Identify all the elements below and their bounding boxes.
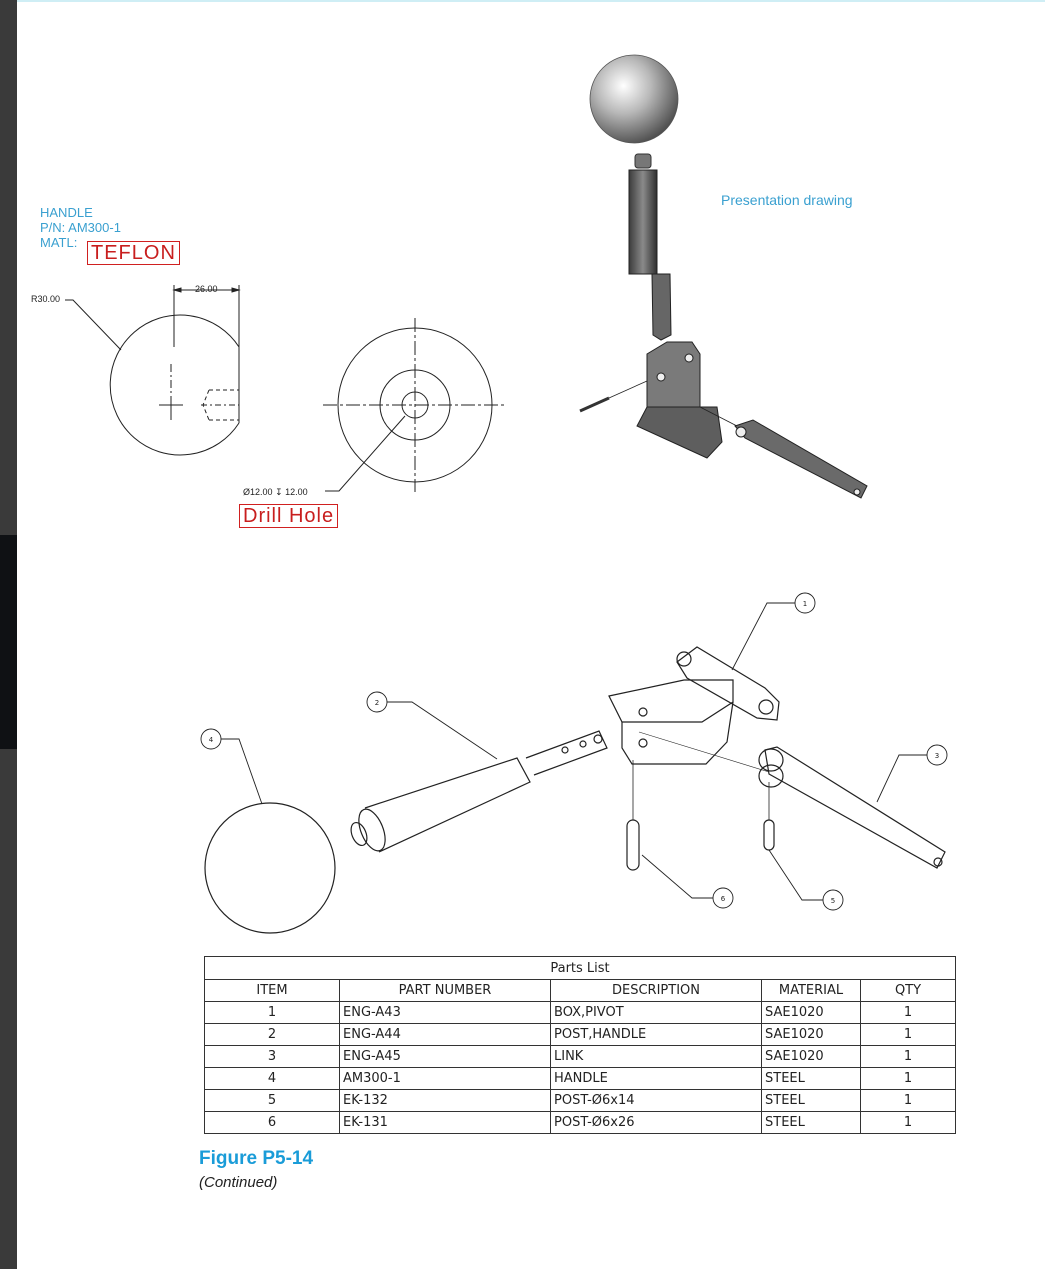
presentation-label: Presentation drawing bbox=[721, 192, 853, 208]
parts-list-title: Parts List bbox=[205, 957, 956, 980]
table-row bbox=[205, 1068, 956, 1090]
cell-description: HANDLE bbox=[551, 1068, 762, 1090]
header-item: ITEM bbox=[205, 980, 340, 1002]
cell-material: STEEL bbox=[762, 1112, 861, 1134]
parts-list-header-row bbox=[205, 980, 956, 1002]
cell-item: 1 bbox=[205, 1002, 340, 1024]
header-material: MATERIAL bbox=[762, 980, 861, 1002]
cell-qty: 1 bbox=[861, 1046, 956, 1068]
parts-list-table bbox=[204, 956, 956, 1134]
figure-subtitle: (Continued) bbox=[199, 1174, 278, 1191]
cell-description: BOX,PIVOT bbox=[551, 1002, 762, 1024]
material-prefix: MATL: bbox=[40, 235, 78, 250]
cell-description: POST-Ø6x14 bbox=[551, 1090, 762, 1112]
balloon-6: 6 bbox=[720, 895, 726, 903]
cell-material: SAE1020 bbox=[762, 1024, 861, 1046]
table-row bbox=[205, 1112, 956, 1134]
cell-qty: 1 bbox=[861, 1112, 956, 1134]
balloon-3: 3 bbox=[934, 752, 940, 760]
part-number: P/N: AM300-1 bbox=[40, 220, 121, 235]
cell-part-number: ENG-A45 bbox=[340, 1046, 551, 1068]
header-qty: QTY bbox=[861, 980, 956, 1002]
cell-description: LINK bbox=[551, 1046, 762, 1068]
cell-material: SAE1020 bbox=[762, 1046, 861, 1068]
item-balloons bbox=[201, 593, 947, 910]
table-row bbox=[205, 1090, 956, 1112]
cell-material: STEEL bbox=[762, 1068, 861, 1090]
cell-qty: 1 bbox=[861, 1068, 956, 1090]
figure-title: Figure P5-14 bbox=[199, 1148, 314, 1169]
cell-qty: 1 bbox=[861, 1090, 956, 1112]
balloon-1: 1 bbox=[802, 600, 808, 608]
cell-item: 2 bbox=[205, 1024, 340, 1046]
header-part-number: PART NUMBER bbox=[340, 980, 551, 1002]
material-highlight: TEFLON bbox=[87, 241, 180, 265]
part-name: HANDLE bbox=[40, 205, 93, 220]
cell-qty: 1 bbox=[861, 1024, 956, 1046]
table-row bbox=[205, 1046, 956, 1068]
cell-part-number: AM300-1 bbox=[340, 1068, 551, 1090]
cell-item: 3 bbox=[205, 1046, 340, 1068]
drill-hole-note: Drill Hole bbox=[239, 504, 338, 528]
cell-material: SAE1020 bbox=[762, 1002, 861, 1024]
hole-callout: Ø12.00 ↧ 12.00 bbox=[243, 487, 308, 497]
handle-side-view bbox=[65, 285, 239, 455]
balloon-4: 4 bbox=[208, 736, 214, 744]
left-edge-dark-band bbox=[0, 535, 17, 749]
header-description: DESCRIPTION bbox=[551, 980, 762, 1002]
presentation-exploded-view bbox=[580, 55, 867, 498]
cell-part-number: ENG-A43 bbox=[340, 1002, 551, 1024]
cell-item: 6 bbox=[205, 1112, 340, 1134]
cell-part-number: EK-131 bbox=[340, 1112, 551, 1134]
balloon-5: 5 bbox=[830, 897, 836, 905]
cell-qty: 1 bbox=[861, 1002, 956, 1024]
width-dimension: 26.00 bbox=[195, 284, 218, 294]
cell-part-number: EK-132 bbox=[340, 1090, 551, 1112]
cell-material: STEEL bbox=[762, 1090, 861, 1112]
radius-dimension: R30.00 bbox=[31, 294, 61, 304]
balloon-2: 2 bbox=[374, 699, 380, 707]
handle-front-view bbox=[323, 318, 507, 492]
cell-part-number: ENG-A44 bbox=[340, 1024, 551, 1046]
cell-description: POST-Ø6x26 bbox=[551, 1112, 762, 1134]
balloon-numbers bbox=[209, 600, 939, 905]
figure-page bbox=[17, 2, 1045, 1269]
cell-item: 4 bbox=[205, 1068, 340, 1090]
table-row bbox=[205, 1024, 956, 1046]
table-row bbox=[205, 1002, 956, 1024]
cell-description: POST,HANDLE bbox=[551, 1024, 762, 1046]
cell-item: 5 bbox=[205, 1090, 340, 1112]
